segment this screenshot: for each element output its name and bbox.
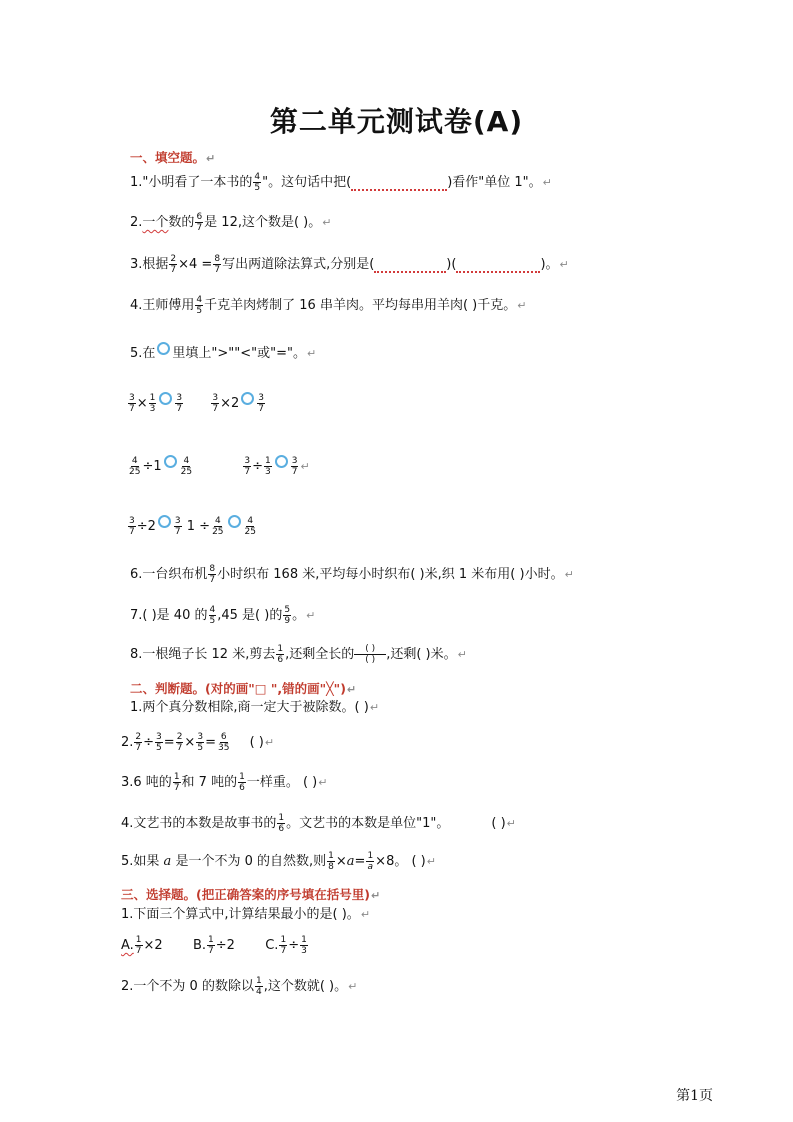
frac-num: 1 bbox=[173, 772, 180, 782]
frac-den: 7 bbox=[214, 265, 221, 275]
frac-num: 1 bbox=[265, 456, 271, 466]
section-judge-label: 二、判断题。(对的画"□ ",错的画"╳") bbox=[130, 681, 346, 696]
j5-text-a: 5.如果 bbox=[121, 854, 164, 869]
frac-num: 4 bbox=[214, 516, 221, 526]
frac-den: 7 bbox=[135, 946, 142, 956]
frac-num: 3 bbox=[197, 732, 204, 742]
fraction bbox=[128, 516, 136, 537]
frac-num: 1 bbox=[280, 935, 287, 945]
frac-num: 5 bbox=[284, 605, 291, 615]
q3-text-b: ×4 = bbox=[178, 257, 213, 272]
compare-circle-input[interactable] bbox=[241, 392, 254, 405]
compare-circle-input[interactable] bbox=[159, 392, 172, 405]
page-number: 第1页 bbox=[676, 1088, 713, 1104]
q1-text-b: "。这句话中把( bbox=[262, 175, 352, 190]
choice-1 bbox=[121, 903, 370, 927]
frac-den: 35 bbox=[217, 743, 230, 753]
paragraph-mark: ↵ bbox=[264, 736, 275, 749]
frac-num: 1 bbox=[149, 393, 156, 403]
frac-den: 7 bbox=[174, 527, 181, 537]
fraction bbox=[135, 935, 143, 956]
j5-text-b: 是一个不为 0 的自然数,则 bbox=[171, 854, 327, 869]
frac-num: 1 bbox=[208, 935, 214, 945]
option-b-label[interactable]: B. bbox=[192, 938, 207, 953]
q5-text-b: 里填上">""<"或"="。 bbox=[172, 346, 306, 361]
operator: 1 ÷ bbox=[186, 519, 211, 534]
frac-num: 1 bbox=[277, 644, 284, 654]
operator: ÷ bbox=[252, 459, 263, 474]
frac-den: 3 bbox=[301, 946, 307, 956]
choice-1-options bbox=[121, 934, 309, 958]
frac-den: 25 bbox=[180, 467, 193, 477]
frac-den: 3 bbox=[265, 467, 271, 477]
frac-den: 7 bbox=[209, 575, 216, 585]
j4-text-a: 4.文艺书的本数是故事书的 bbox=[121, 816, 277, 831]
judge-2 bbox=[121, 731, 274, 755]
compare-row-2 bbox=[127, 455, 310, 479]
frac-den: 7 bbox=[176, 743, 183, 753]
c1-text: 1.下面三个算式中,计算结果最小的是( )。 bbox=[121, 907, 360, 922]
fraction bbox=[195, 212, 203, 233]
operator: × bbox=[136, 396, 148, 411]
j3-text-c: 一样重。 ( ) bbox=[246, 775, 318, 790]
answer-blank[interactable] bbox=[351, 175, 447, 191]
operator: ÷ bbox=[288, 938, 300, 953]
question-8 bbox=[130, 643, 467, 667]
compare-row-3 bbox=[127, 515, 258, 539]
question-4 bbox=[130, 294, 526, 318]
frac-den: 25 bbox=[244, 527, 256, 537]
frac-den: 6 bbox=[239, 783, 245, 793]
fraction bbox=[283, 605, 291, 626]
operator: = bbox=[205, 735, 216, 750]
option-c-label[interactable]: C. bbox=[265, 938, 279, 953]
frac-den: ( ) bbox=[365, 655, 376, 665]
operator: ×2 bbox=[220, 396, 240, 411]
paragraph-mark: ↵ bbox=[322, 216, 332, 229]
frac-num: 1 bbox=[255, 976, 262, 986]
fraction bbox=[238, 772, 246, 793]
frac-den: 5 bbox=[156, 743, 162, 753]
frac-den: a bbox=[367, 862, 374, 872]
q2-text-c: 数的 bbox=[168, 215, 195, 230]
fraction bbox=[291, 456, 299, 477]
frac-num: 3 bbox=[129, 516, 135, 526]
frac-den: 7 bbox=[170, 265, 177, 275]
fraction bbox=[244, 516, 257, 537]
frac-den: 3 bbox=[149, 404, 156, 414]
q4-text-b: 千克羊肉烤制了 16 串羊肉。平均每串用羊肉( )千克。 bbox=[204, 298, 517, 313]
frac-num: 3 bbox=[174, 516, 181, 526]
paragraph-mark: ↵ bbox=[318, 776, 328, 789]
judge-3 bbox=[121, 771, 327, 795]
question-2 bbox=[130, 211, 331, 235]
j1-text: 1.两个真分数相除,商一定大于被除数。( ) bbox=[130, 700, 369, 715]
compare-circle-input[interactable] bbox=[228, 515, 241, 528]
frac-den: 7 bbox=[173, 783, 180, 793]
circle-icon bbox=[157, 342, 170, 355]
frac-num: 2 bbox=[135, 732, 142, 742]
q3-text-c: 写出两道除法算式,分别是( bbox=[222, 257, 375, 272]
fraction bbox=[211, 393, 219, 414]
fraction bbox=[173, 772, 181, 793]
frac-den: 7 bbox=[244, 467, 251, 477]
paragraph-mark: ↵ bbox=[360, 908, 371, 921]
fraction bbox=[175, 393, 183, 414]
paragraph-mark: ↵ bbox=[306, 347, 317, 360]
fraction bbox=[196, 732, 204, 753]
q5-text-a: 5.在 bbox=[130, 346, 156, 361]
section-choice-heading bbox=[121, 885, 380, 903]
fraction bbox=[253, 172, 261, 193]
frac-num: 3 bbox=[291, 456, 298, 466]
frac-den: 5 bbox=[209, 616, 216, 626]
frac-num: 1 bbox=[135, 935, 142, 945]
fraction bbox=[155, 732, 163, 753]
section-fill-heading bbox=[130, 148, 215, 166]
frac-num: 1 bbox=[278, 813, 285, 823]
q7-text-a: 7.( )是 40 的 bbox=[130, 608, 208, 623]
frac-den: 5 bbox=[196, 306, 203, 316]
frac-den: 9 bbox=[284, 616, 291, 626]
frac-num: 3 bbox=[176, 393, 183, 403]
frac-den: 7 bbox=[280, 946, 287, 956]
frac-num: 4 bbox=[209, 605, 216, 615]
q7-text-b: ,45 是( )的 bbox=[217, 608, 283, 623]
operator: ÷1 bbox=[142, 459, 162, 474]
paragraph-mark: ↵ bbox=[426, 855, 436, 868]
frac-den: 7 bbox=[208, 946, 214, 956]
fraction bbox=[366, 851, 374, 872]
q1-text-c: )看作"单位 1"。 bbox=[447, 175, 542, 190]
q2-text-d: 是 12,这个数是( )。 bbox=[204, 215, 322, 230]
answer-blank[interactable] bbox=[374, 257, 446, 273]
operator: ÷ bbox=[143, 735, 155, 750]
operator: ÷2 bbox=[136, 519, 156, 534]
page-title: 第二单元测试卷(A) bbox=[269, 105, 524, 138]
frac-num: 3 bbox=[156, 732, 162, 742]
j4-text-b: 。文艺书的本数是单位"1"。 bbox=[286, 816, 450, 831]
frac-den: 7 bbox=[176, 404, 183, 414]
fraction bbox=[276, 644, 284, 665]
frac-den: 7 bbox=[135, 743, 142, 753]
frac-num: 4 bbox=[131, 456, 138, 466]
q7-text-c: 。 bbox=[292, 608, 306, 623]
fraction bbox=[180, 456, 193, 477]
fraction bbox=[209, 605, 217, 626]
frac-num: 3 bbox=[129, 393, 135, 403]
fraction bbox=[264, 456, 272, 477]
j3-text-b: 和 7 吨的 bbox=[181, 775, 238, 790]
frac-den: 6 bbox=[277, 655, 284, 665]
fraction bbox=[211, 516, 224, 537]
fraction bbox=[207, 935, 215, 956]
frac-den: 7 bbox=[196, 223, 203, 233]
frac-num: 4 bbox=[196, 295, 203, 305]
frac-den: 5 bbox=[197, 743, 204, 753]
q6-text-a: 6.一台织布机 bbox=[130, 567, 208, 582]
judge-5 bbox=[121, 850, 436, 874]
j4-answer[interactable]: ( ) bbox=[491, 816, 506, 831]
frac-num: 2 bbox=[170, 254, 177, 264]
j2-answer[interactable]: ( ) bbox=[249, 735, 264, 750]
q6-text-b: 小时织布 168 米,平均每小时织布( )米,织 1 米布用( )小时。 bbox=[217, 567, 564, 582]
frac-den: 7 bbox=[291, 467, 298, 477]
j3-text-a: 3.6 吨的 bbox=[121, 775, 172, 790]
c2-text-a: 2.一个不为 0 的数除以 bbox=[121, 979, 254, 994]
frac-num: 3 bbox=[212, 393, 219, 403]
frac-den: 5 bbox=[254, 183, 261, 193]
question-5 bbox=[130, 342, 316, 366]
answer-blank[interactable] bbox=[456, 257, 540, 273]
operator: ×2 bbox=[143, 938, 163, 953]
j5-text-e: ×8。 ( ) bbox=[375, 854, 426, 869]
frac-den: 6 bbox=[278, 824, 285, 834]
operator: × bbox=[184, 735, 196, 750]
option-a-label[interactable]: A. bbox=[121, 938, 134, 953]
judge-1 bbox=[130, 696, 379, 720]
compare-circle-input[interactable] bbox=[158, 515, 171, 528]
question-6 bbox=[130, 563, 574, 587]
paragraph-mark: ↵ bbox=[206, 152, 216, 165]
frac-den: 8 bbox=[328, 862, 334, 872]
compare-circle-input[interactable] bbox=[164, 455, 177, 468]
q3-text-e: )。 bbox=[540, 257, 559, 272]
question-3 bbox=[130, 253, 569, 277]
fraction bbox=[169, 254, 177, 275]
paragraph-mark: ↵ bbox=[559, 258, 569, 271]
frac-num: 6 bbox=[196, 212, 203, 222]
q8-text-b: ,还剩全长的 bbox=[285, 647, 355, 662]
frac-den: 25 bbox=[129, 467, 141, 477]
fraction bbox=[255, 976, 263, 997]
q2-text-a: 2. bbox=[130, 215, 143, 230]
paragraph-mark: ↵ bbox=[300, 460, 310, 473]
fraction bbox=[327, 851, 335, 872]
fraction bbox=[277, 813, 285, 834]
q3-text-a: 3.根据 bbox=[130, 257, 169, 272]
fraction bbox=[128, 456, 141, 477]
question-1 bbox=[130, 171, 552, 195]
compare-row-1 bbox=[127, 392, 266, 416]
q3-text-d: )( bbox=[446, 257, 457, 272]
fraction bbox=[279, 935, 287, 956]
frac-den: 7 bbox=[129, 404, 135, 414]
variable-a: a bbox=[163, 854, 172, 869]
fraction bbox=[213, 254, 221, 275]
paragraph-mark: ↵ bbox=[370, 889, 381, 902]
paragraph-mark: ↵ bbox=[564, 568, 574, 581]
operator: = bbox=[354, 854, 366, 869]
frac-num: 6 bbox=[220, 732, 227, 742]
variable-a: a bbox=[346, 854, 355, 869]
operator: × bbox=[335, 854, 347, 869]
compare-circle-input[interactable] bbox=[275, 455, 288, 468]
frac-num: 1 bbox=[328, 851, 334, 861]
frac-num: ( ) bbox=[354, 644, 386, 655]
fraction-blank[interactable] bbox=[354, 644, 386, 665]
frac-num: 4 bbox=[183, 456, 190, 466]
frac-num: 8 bbox=[209, 564, 216, 574]
fraction bbox=[149, 393, 157, 414]
frac-den: 7 bbox=[258, 404, 265, 414]
paragraph-mark: ↵ bbox=[348, 980, 358, 993]
frac-num: 1 bbox=[301, 935, 307, 945]
fraction bbox=[243, 456, 251, 477]
q1-text-a: 1."小明看了一本书的 bbox=[130, 175, 253, 190]
fraction bbox=[195, 295, 203, 316]
q8-text-a: 8.一根绳子长 12 米,剪去 bbox=[130, 647, 276, 662]
fraction bbox=[257, 393, 265, 414]
c2-text-b: ,这个数就( )。 bbox=[263, 979, 348, 994]
choice-2 bbox=[121, 975, 357, 999]
frac-den: 7 bbox=[212, 404, 219, 414]
paragraph-mark: ↵ bbox=[517, 299, 527, 312]
fraction bbox=[134, 732, 142, 753]
question-7 bbox=[130, 604, 315, 628]
section-choice-label: 三、选择题。(把正确答案的序号填在括号里) bbox=[121, 887, 370, 902]
paragraph-mark: ↵ bbox=[346, 683, 357, 696]
q2-text-b: 一个 bbox=[142, 215, 169, 230]
q4-text-a: 4.王师傅用 bbox=[130, 298, 195, 313]
frac-num: 4 bbox=[247, 516, 254, 526]
paragraph-mark: ↵ bbox=[306, 609, 316, 622]
frac-num: 1 bbox=[367, 851, 374, 861]
frac-num: 3 bbox=[258, 393, 265, 403]
section-judge-heading bbox=[130, 679, 356, 697]
frac-den: 25 bbox=[212, 527, 224, 537]
frac-den: 7 bbox=[129, 527, 135, 537]
section-fill-label: 一、填空题。 bbox=[130, 150, 206, 165]
frac-num: 4 bbox=[254, 172, 261, 182]
fraction bbox=[174, 516, 182, 537]
paragraph-mark: ↵ bbox=[542, 176, 552, 189]
fraction bbox=[300, 935, 308, 956]
frac-den: 4 bbox=[255, 987, 262, 997]
frac-num: 2 bbox=[176, 732, 183, 742]
fraction bbox=[217, 732, 230, 753]
frac-num: 3 bbox=[244, 456, 251, 466]
judge-4 bbox=[121, 812, 516, 836]
operator: = bbox=[163, 735, 175, 750]
fraction bbox=[208, 564, 216, 585]
fraction bbox=[176, 732, 184, 753]
frac-num: 1 bbox=[239, 772, 245, 782]
frac-num: 8 bbox=[214, 254, 221, 264]
paragraph-mark: ↵ bbox=[506, 817, 516, 830]
paragraph-mark: ↵ bbox=[369, 701, 380, 714]
q8-text-c: ,还剩( )米。 bbox=[386, 647, 457, 662]
j2-text-a: 2. bbox=[121, 735, 134, 750]
paragraph-mark: ↵ bbox=[457, 648, 467, 661]
fraction bbox=[128, 393, 136, 414]
operator: ÷2 bbox=[215, 938, 235, 953]
